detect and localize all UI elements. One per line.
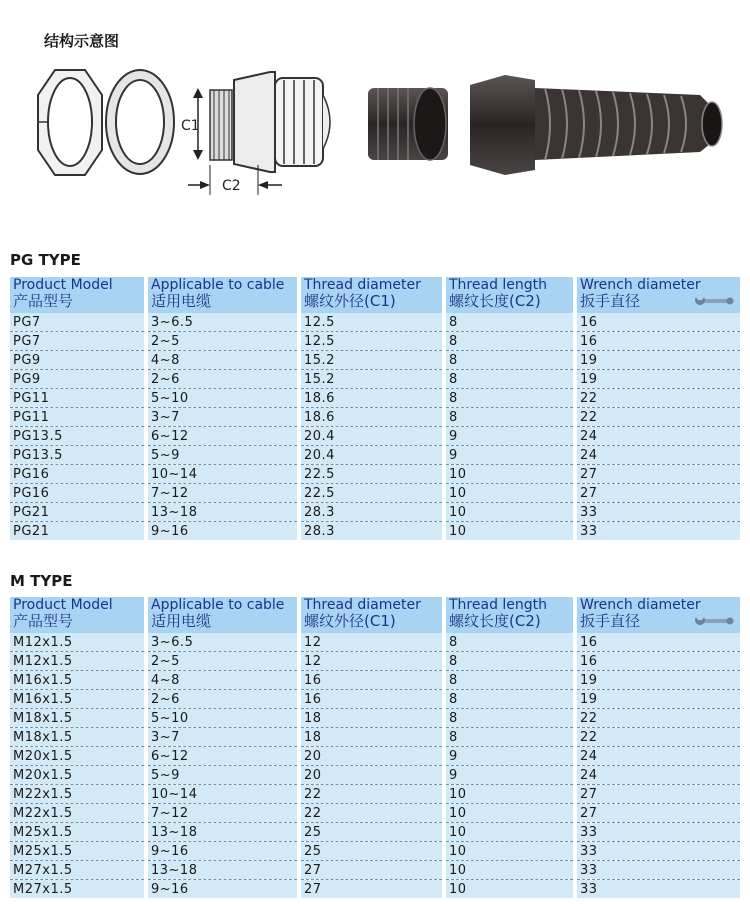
m-table-body — [10, 633, 740, 898]
table-row — [10, 522, 740, 541]
cell-thread-diameter: 25 — [299, 842, 444, 861]
header-en: Wrench diameter — [580, 597, 701, 613]
cell-product-model: PG7 — [10, 313, 146, 332]
cell-thread-length: 10 — [444, 880, 575, 899]
wrench-icon — [694, 294, 734, 308]
cell-thread-length: 8 — [444, 633, 575, 652]
cell-product-model: PG9 — [10, 351, 146, 370]
cell-thread-diameter: 22.5 — [299, 484, 444, 503]
header-cn: 螺纹外径(C1) — [304, 292, 396, 310]
pg-table-body — [10, 313, 740, 540]
table-row — [10, 633, 740, 652]
cell-cable-range: 5~10 — [146, 709, 299, 728]
cell-thread-length: 8 — [444, 690, 575, 709]
header-thread-diameter — [299, 277, 444, 313]
header-wrench-diameter — [575, 597, 740, 633]
cell-thread-diameter: 20 — [299, 766, 444, 785]
cell-wrench-diameter: 22 — [575, 709, 740, 728]
cell-cable-range: 4~8 — [146, 351, 299, 370]
header-cn: 适用电缆 — [151, 612, 212, 630]
cell-wrench-diameter: 19 — [575, 690, 740, 709]
cell-wrench-diameter: 33 — [575, 823, 740, 842]
cell-thread-diameter: 16 — [299, 671, 444, 690]
cell-product-model: PG11 — [10, 389, 146, 408]
table-row — [10, 690, 740, 709]
cell-product-model: M22x1.5 — [10, 804, 146, 823]
header-en: Applicable to cable — [151, 277, 285, 293]
cell-cable-range: 10~14 — [146, 785, 299, 804]
header-en: Product Model — [13, 277, 113, 293]
table-row — [10, 427, 740, 446]
table-row — [10, 671, 740, 690]
cell-wrench-diameter: 22 — [575, 728, 740, 747]
cable-gland-exploded-diagram — [0, 55, 750, 215]
cell-thread-diameter: 15.2 — [299, 351, 444, 370]
table-row — [10, 823, 740, 842]
table-row — [10, 503, 740, 522]
header-cn: 螺纹外径(C1) — [304, 612, 396, 630]
m-spec-table — [10, 597, 740, 898]
cell-wrench-diameter: 27 — [575, 785, 740, 804]
cell-cable-range: 3~6.5 — [146, 313, 299, 332]
cell-wrench-diameter: 27 — [575, 465, 740, 484]
table-row — [10, 747, 740, 766]
c2-label: C2 — [222, 178, 241, 194]
cell-product-model: PG21 — [10, 503, 146, 522]
cell-product-model: PG13.5 — [10, 446, 146, 465]
header-cn: 适用电缆 — [151, 292, 212, 310]
cell-thread-length: 10 — [444, 503, 575, 522]
cell-thread-diameter: 18.6 — [299, 408, 444, 427]
header-en: Thread length — [449, 597, 548, 613]
header-cn: 扳手直径 — [580, 612, 641, 630]
table-row — [10, 709, 740, 728]
cell-thread-length: 10 — [444, 465, 575, 484]
pg-type-title: PG TYPE — [10, 251, 81, 269]
cell-thread-diameter: 18 — [299, 709, 444, 728]
table-row — [10, 313, 740, 332]
table-row — [10, 446, 740, 465]
cell-product-model: M16x1.5 — [10, 690, 146, 709]
cell-wrench-diameter: 33 — [575, 861, 740, 880]
cell-thread-length: 9 — [444, 446, 575, 465]
cell-product-model: M27x1.5 — [10, 861, 146, 880]
cell-thread-length: 8 — [444, 408, 575, 427]
cell-cable-range: 9~16 — [146, 842, 299, 861]
cell-thread-length: 8 — [444, 332, 575, 351]
cell-product-model: PG16 — [10, 484, 146, 503]
cell-cable-range: 13~18 — [146, 823, 299, 842]
cell-product-model: M18x1.5 — [10, 728, 146, 747]
cell-thread-length: 10 — [444, 823, 575, 842]
header-applicable-cable — [146, 597, 299, 633]
cell-wrench-diameter: 22 — [575, 408, 740, 427]
cell-thread-length: 10 — [444, 804, 575, 823]
cell-thread-diameter: 20.4 — [299, 446, 444, 465]
cell-thread-diameter: 12 — [299, 652, 444, 671]
cell-cable-range: 9~16 — [146, 522, 299, 541]
cell-cable-range: 5~9 — [146, 446, 299, 465]
cell-thread-diameter: 27 — [299, 861, 444, 880]
header-product-model — [10, 277, 146, 313]
cell-thread-length: 9 — [444, 747, 575, 766]
pg-spec-table — [10, 277, 740, 540]
header-applicable-cable — [146, 277, 299, 313]
cell-cable-range: 9~16 — [146, 880, 299, 899]
cell-thread-length: 10 — [444, 785, 575, 804]
cell-product-model: M25x1.5 — [10, 842, 146, 861]
cell-wrench-diameter: 33 — [575, 522, 740, 541]
cell-thread-diameter: 15.2 — [299, 370, 444, 389]
table-row — [10, 861, 740, 880]
table-header-row — [10, 277, 740, 313]
cell-thread-diameter: 22 — [299, 804, 444, 823]
cell-cable-range: 2~5 — [146, 652, 299, 671]
cell-thread-length: 8 — [444, 652, 575, 671]
cell-cable-range: 13~18 — [146, 861, 299, 880]
table-row — [10, 766, 740, 785]
cell-cable-range: 7~12 — [146, 484, 299, 503]
cell-cable-range: 2~6 — [146, 690, 299, 709]
table-row — [10, 652, 740, 671]
cell-cable-range: 3~7 — [146, 728, 299, 747]
header-cn: 产品型号 — [13, 612, 74, 630]
cell-product-model: M25x1.5 — [10, 823, 146, 842]
table-row — [10, 484, 740, 503]
c1-label: C1 — [181, 118, 200, 134]
cell-thread-length: 9 — [444, 766, 575, 785]
cell-wrench-diameter: 27 — [575, 804, 740, 823]
header-en: Thread length — [449, 277, 548, 293]
cell-product-model: M18x1.5 — [10, 709, 146, 728]
cell-thread-diameter: 12.5 — [299, 313, 444, 332]
cell-wrench-diameter: 16 — [575, 313, 740, 332]
table-row — [10, 804, 740, 823]
cell-thread-diameter: 28.3 — [299, 522, 444, 541]
cell-wrench-diameter: 19 — [575, 370, 740, 389]
wrench-icon — [694, 614, 734, 628]
cell-product-model: M22x1.5 — [10, 785, 146, 804]
cell-thread-diameter: 12.5 — [299, 332, 444, 351]
header-cn: 螺纹长度(C2) — [449, 292, 541, 310]
table-row — [10, 332, 740, 351]
table-row — [10, 370, 740, 389]
cell-thread-diameter: 18 — [299, 728, 444, 747]
cell-thread-length: 8 — [444, 351, 575, 370]
cell-wrench-diameter: 27 — [575, 484, 740, 503]
seal-ring-part — [106, 70, 174, 174]
cell-wrench-diameter: 19 — [575, 671, 740, 690]
cell-thread-length: 8 — [444, 671, 575, 690]
header-cn: 扳手直径 — [580, 292, 641, 310]
cell-product-model: PG9 — [10, 370, 146, 389]
cell-product-model: M20x1.5 — [10, 747, 146, 766]
cell-product-model: PG21 — [10, 522, 146, 541]
cell-product-model: PG11 — [10, 408, 146, 427]
cell-wrench-diameter: 16 — [575, 332, 740, 351]
cell-cable-range: 13~18 — [146, 503, 299, 522]
table-header-row — [10, 597, 740, 633]
header-en: Applicable to cable — [151, 597, 285, 613]
header-en: Thread diameter — [304, 597, 421, 613]
cell-thread-length: 10 — [444, 484, 575, 503]
cell-thread-length: 10 — [444, 842, 575, 861]
header-product-model — [10, 597, 146, 633]
cell-cable-range: 10~14 — [146, 465, 299, 484]
cell-cable-range: 2~6 — [146, 370, 299, 389]
cell-thread-diameter: 28.3 — [299, 503, 444, 522]
cell-wrench-diameter: 24 — [575, 747, 740, 766]
cell-thread-diameter: 20 — [299, 747, 444, 766]
cell-cable-range: 6~12 — [146, 427, 299, 446]
cell-thread-diameter: 18.6 — [299, 389, 444, 408]
cell-thread-diameter: 22.5 — [299, 465, 444, 484]
cell-cable-range: 4~8 — [146, 671, 299, 690]
header-en: Product Model — [13, 597, 113, 613]
cell-product-model: M27x1.5 — [10, 880, 146, 899]
cell-thread-length: 10 — [444, 522, 575, 541]
cell-product-model: M20x1.5 — [10, 766, 146, 785]
cell-wrench-diameter: 33 — [575, 503, 740, 522]
cell-wrench-diameter: 16 — [575, 633, 740, 652]
header-cn: 产品型号 — [13, 292, 74, 310]
cell-thread-diameter: 22 — [299, 785, 444, 804]
header-en: Thread diameter — [304, 277, 421, 293]
cell-thread-diameter: 20.4 — [299, 427, 444, 446]
cap-nut-spiral-part — [470, 75, 722, 175]
cell-cable-range: 7~12 — [146, 804, 299, 823]
seal-insert-part — [368, 88, 448, 160]
header-thread-diameter — [299, 597, 444, 633]
cell-product-model: M16x1.5 — [10, 671, 146, 690]
table-row — [10, 389, 740, 408]
cell-thread-length: 10 — [444, 861, 575, 880]
cell-wrench-diameter: 33 — [575, 880, 740, 899]
table-row — [10, 880, 740, 899]
table-row — [10, 351, 740, 370]
cell-thread-length: 8 — [444, 709, 575, 728]
cell-thread-length: 8 — [444, 313, 575, 332]
c1-dimension — [181, 88, 203, 160]
header-cn: 螺纹长度(C2) — [449, 612, 541, 630]
cell-product-model: PG16 — [10, 465, 146, 484]
header-en: Wrench diameter — [580, 277, 701, 293]
cell-cable-range: 2~5 — [146, 332, 299, 351]
cell-wrench-diameter: 16 — [575, 652, 740, 671]
cell-wrench-diameter: 22 — [575, 389, 740, 408]
header-wrench-diameter — [575, 277, 740, 313]
cell-thread-length: 9 — [444, 427, 575, 446]
cell-product-model: PG13.5 — [10, 427, 146, 446]
cell-cable-range: 5~10 — [146, 389, 299, 408]
cell-product-model: PG7 — [10, 332, 146, 351]
header-thread-length — [444, 597, 575, 633]
cell-product-model: M12x1.5 — [10, 652, 146, 671]
cell-wrench-diameter: 24 — [575, 446, 740, 465]
m-type-title: M TYPE — [10, 572, 73, 590]
cell-cable-range: 3~7 — [146, 408, 299, 427]
lock-nut-part — [38, 70, 102, 175]
cell-thread-diameter: 16 — [299, 690, 444, 709]
cell-wrench-diameter: 19 — [575, 351, 740, 370]
table-row — [10, 842, 740, 861]
cell-thread-diameter: 27 — [299, 880, 444, 899]
cell-cable-range: 6~12 — [146, 747, 299, 766]
cell-wrench-diameter: 24 — [575, 766, 740, 785]
cell-wrench-diameter: 24 — [575, 427, 740, 446]
cell-thread-length: 8 — [444, 370, 575, 389]
cell-cable-range: 5~9 — [146, 766, 299, 785]
cell-wrench-diameter: 33 — [575, 842, 740, 861]
table-row — [10, 465, 740, 484]
cell-product-model: M12x1.5 — [10, 633, 146, 652]
diagram-title: 结构示意图 — [44, 32, 120, 50]
cell-thread-length: 8 — [444, 389, 575, 408]
gland-body-part — [210, 72, 330, 172]
cell-thread-length: 8 — [444, 728, 575, 747]
cell-cable-range: 3~6.5 — [146, 633, 299, 652]
header-thread-length — [444, 277, 575, 313]
table-row — [10, 408, 740, 427]
table-row — [10, 728, 740, 747]
cell-thread-diameter: 12 — [299, 633, 444, 652]
table-row — [10, 785, 740, 804]
cell-thread-diameter: 25 — [299, 823, 444, 842]
